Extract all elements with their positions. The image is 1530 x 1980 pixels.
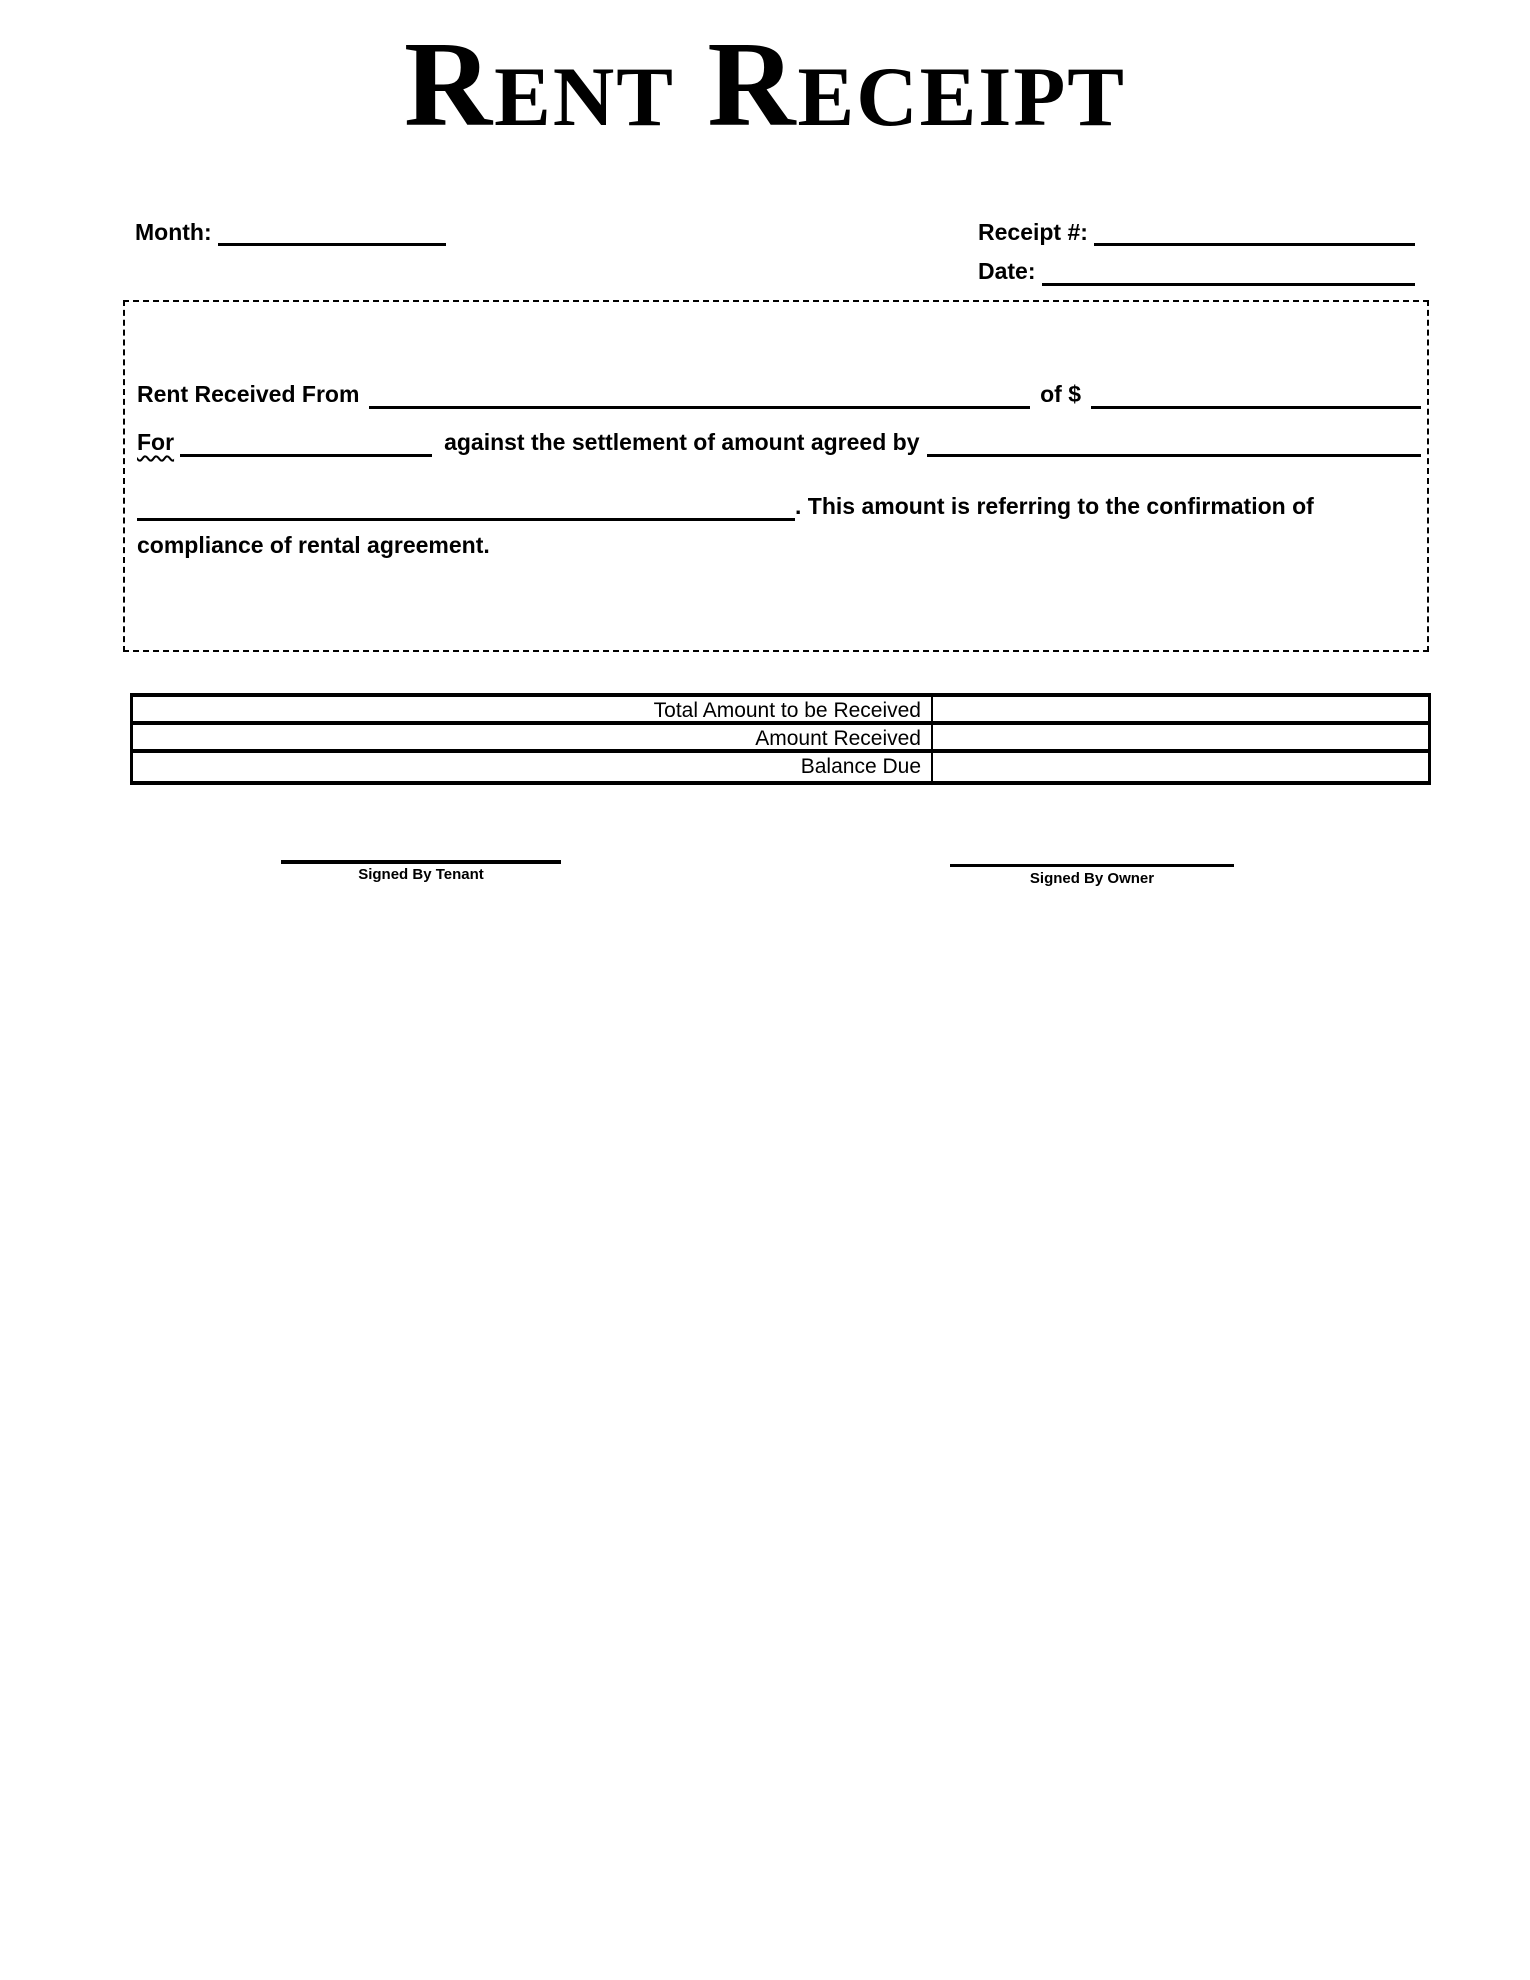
compliance-text: compliance of rental agreement.: [137, 532, 490, 558]
month-blank-line: [218, 218, 446, 246]
received-from-row: [137, 380, 1421, 409]
row-value-amount-received: [933, 725, 1428, 749]
receipt-number-label: Receipt #:: [978, 219, 1088, 245]
table-row-balance-due: [133, 753, 1428, 781]
confirmation-row: [137, 492, 1421, 521]
agreed-by-blank-line: [927, 428, 1421, 457]
confirmation-text: . This amount is referring to the confirmation of: [795, 493, 1314, 519]
date-field: [978, 257, 1415, 286]
received-from-label: Rent Received From: [137, 381, 360, 407]
table-row-amount-received: [133, 725, 1428, 753]
owner-signature-label: Signed By Owner: [1029, 870, 1155, 887]
row-label-amount-received: Amount Received: [133, 725, 933, 749]
received-from-blank-line: [369, 380, 1030, 409]
table-row-total-amount: [133, 697, 1428, 725]
of-amount-label: of $: [1040, 381, 1081, 407]
month-label: Month:: [135, 219, 212, 245]
receipt-number-blank-line: [1094, 218, 1415, 246]
date-blank-line: [1042, 257, 1415, 286]
receipt-number-field: [978, 218, 1415, 246]
for-blank-line: [180, 428, 432, 457]
row-value-balance-due: [933, 753, 1428, 781]
receipt-terms-box: [123, 300, 1429, 652]
settlement-text: against the settlement of amount agreed by: [444, 429, 920, 455]
for-label: For: [137, 429, 175, 455]
amounts-table: [130, 693, 1431, 785]
compliance-row: [137, 531, 1421, 560]
amount-blank-line: [1091, 380, 1421, 409]
tenant-signature-label: Signed By Tenant: [358, 866, 484, 883]
payer-blank-line: [137, 492, 795, 521]
tenant-signature-line: [281, 860, 561, 864]
row-label-total-amount: Total Amount to be Received: [133, 697, 933, 721]
month-field: [135, 218, 448, 246]
row-value-total-amount: [933, 697, 1428, 721]
owner-signature-line: [950, 864, 1234, 867]
for-settlement-row: [137, 428, 1421, 457]
date-label: Date:: [978, 258, 1036, 284]
page-title: Rent Receipt: [404, 17, 1126, 152]
row-label-balance-due: Balance Due: [133, 753, 933, 781]
